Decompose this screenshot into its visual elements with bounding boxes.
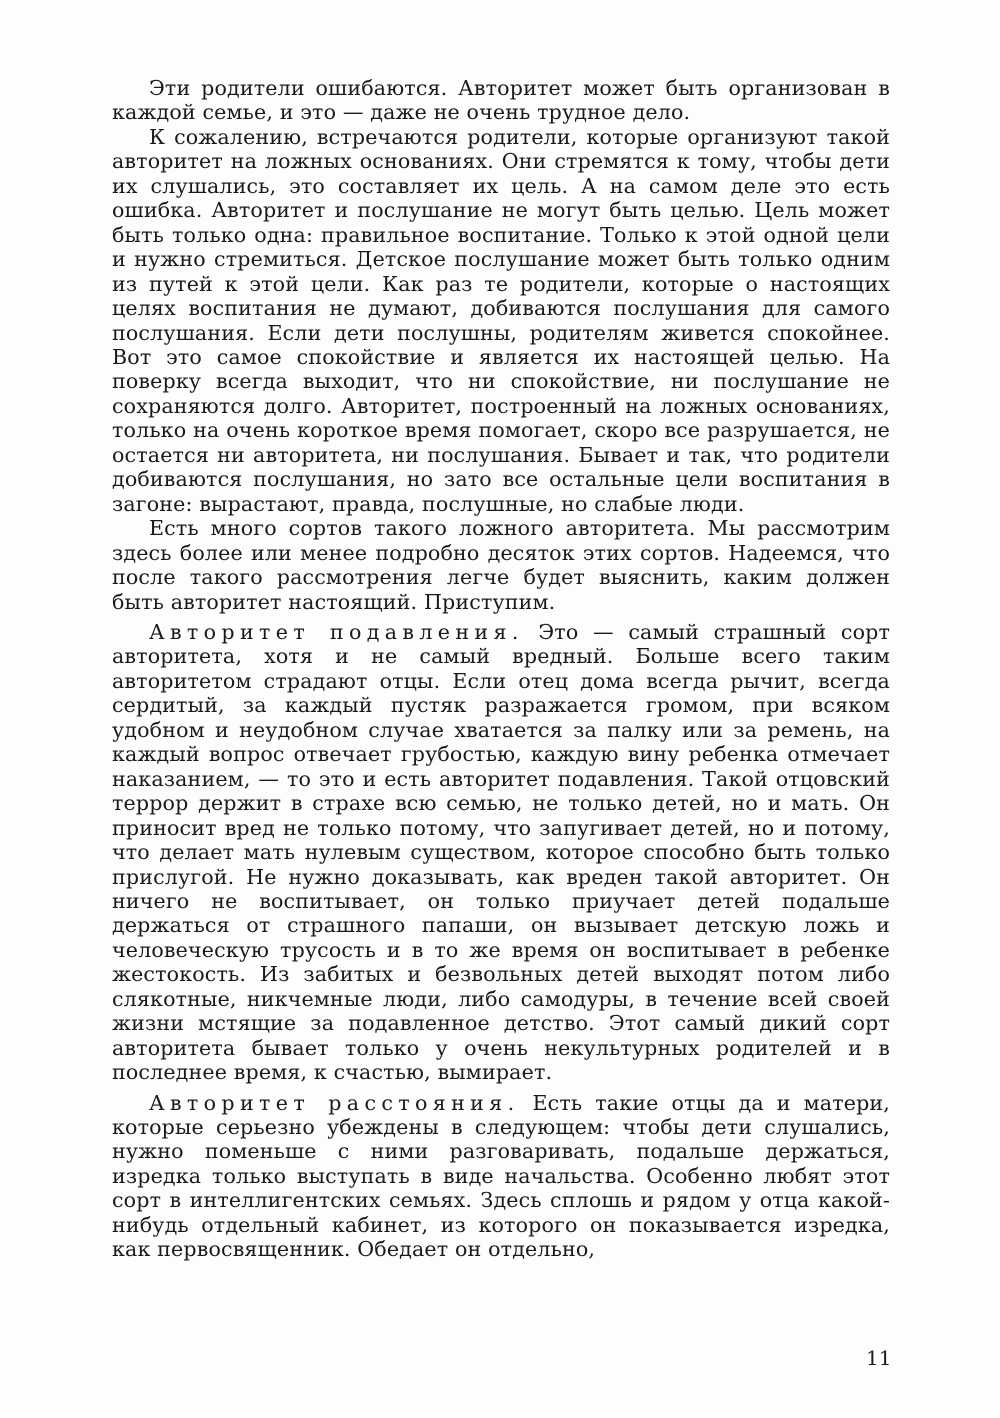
section-heading-distance: Авторитет расстояния. (149, 1090, 520, 1115)
paragraph-2: К сожалению, встречаются родители, которые организуют такой авторитет на ложных основаниях. Они стремятся к тому, чтобы дети их слушались, это составляет их цель. А на самом деле это есть ошибка. Авторитет и послушание не могут быть целью. Цель может быть только одна: правильное воспитание. Только к этой одной цели и нужно стремиться. Детское послушание может быть только одним из путей к этой цели. Как раз те родители, которые о настоящих целях воспитания не думают, добиваются послушания для самого послушания. Если дети послушны, родителям живется спокойнее. Вот это самое спокойствие и является их настоящей целью. На поверку всегда выходит, что ни спокойствие, ни послушание не сохраняются долго. Авторитет, построенный на ложных основаниях, только на очень короткое время помогает, скоро все разрушается, не остается ни авторитета, ни послушания. Бывает и так, что родители добиваются послушания, но зато все остальные цели воспитания в загоне: вырастают, правда, послушные, но слабые люди. (112, 124, 890, 516)
paragraph-5-body: Есть такие отцы да и матери, которые серьезно убеждены в следующем: чтобы дети слушались, нужно поменьше с ними разговаривать, подальше держаться, изредка только выступать в виде начальства. Особенно любят этот сорт в интеллигентских семьях. Здесь сплошь и рядом у отца какой-нибудь отдельный кабинет, из которого он показывается изредка, как первосвященник. Обедает он отдельно, (112, 1090, 891, 1262)
paragraph-3: Есть много сортов такого ложного авторитета. Мы рассмотрим здесь более или менее подробно десяток этих сортов. Надеемся, что после такого рассмотрения легче будет выяснить, каким должен быть авторитет настоящий. Приступим. (112, 516, 890, 614)
page-text (112, 76, 890, 1262)
page-number: 11 (866, 1346, 892, 1370)
paragraph-1: Эти родители ошибаются. Авторитет может быть организован в каждой семье, и это — даже не очень трудное дело. (112, 76, 890, 125)
section-heading-suppression: Авторитет подавления. (149, 619, 524, 644)
paragraph-4-body: Это — самый страшный сорт авторитета, хотя и не самый вредный. Больше всего таким авторитетом страдают отцы. Если отец дома всегда рычит, всегда сердитый, за каждый пустяк разражается громом, при всяком удобном и неудобном случае хватается за палку или за ремень, на каждый вопрос отвечает грубостью, каждую вину ребенка отмечает наказанием, — то это и есть авторитет подавления. Такой отцовский террор держит в страхе всю семью, не только детей, но и мать. Он приносит вред не только потому, что запугивает детей, но и потому, что делает мать нулевым существом, которое способно быть только прислугой. Не нужно доказывать, как вреден такой авторитет. Он ничего не воспитывает, он только приучает детей подальше держаться от страшного папаши, он вызывает детскую ложь и человеческую трусость и в то же время он воспитывает в ребенке жестокость. Из забитых и безвольных детей выходят потом либо слякотные, никчемные люди, либо самодуры, в течение всей своей жизни мстящие за подавленное детство. Этот самый дикий сорт авторитета бывает только у очень некультурных родителей и в последнее время, к счастью, вымирает. (112, 619, 890, 1085)
paragraph-4 (112, 620, 890, 1085)
paragraph-5 (112, 1091, 890, 1262)
